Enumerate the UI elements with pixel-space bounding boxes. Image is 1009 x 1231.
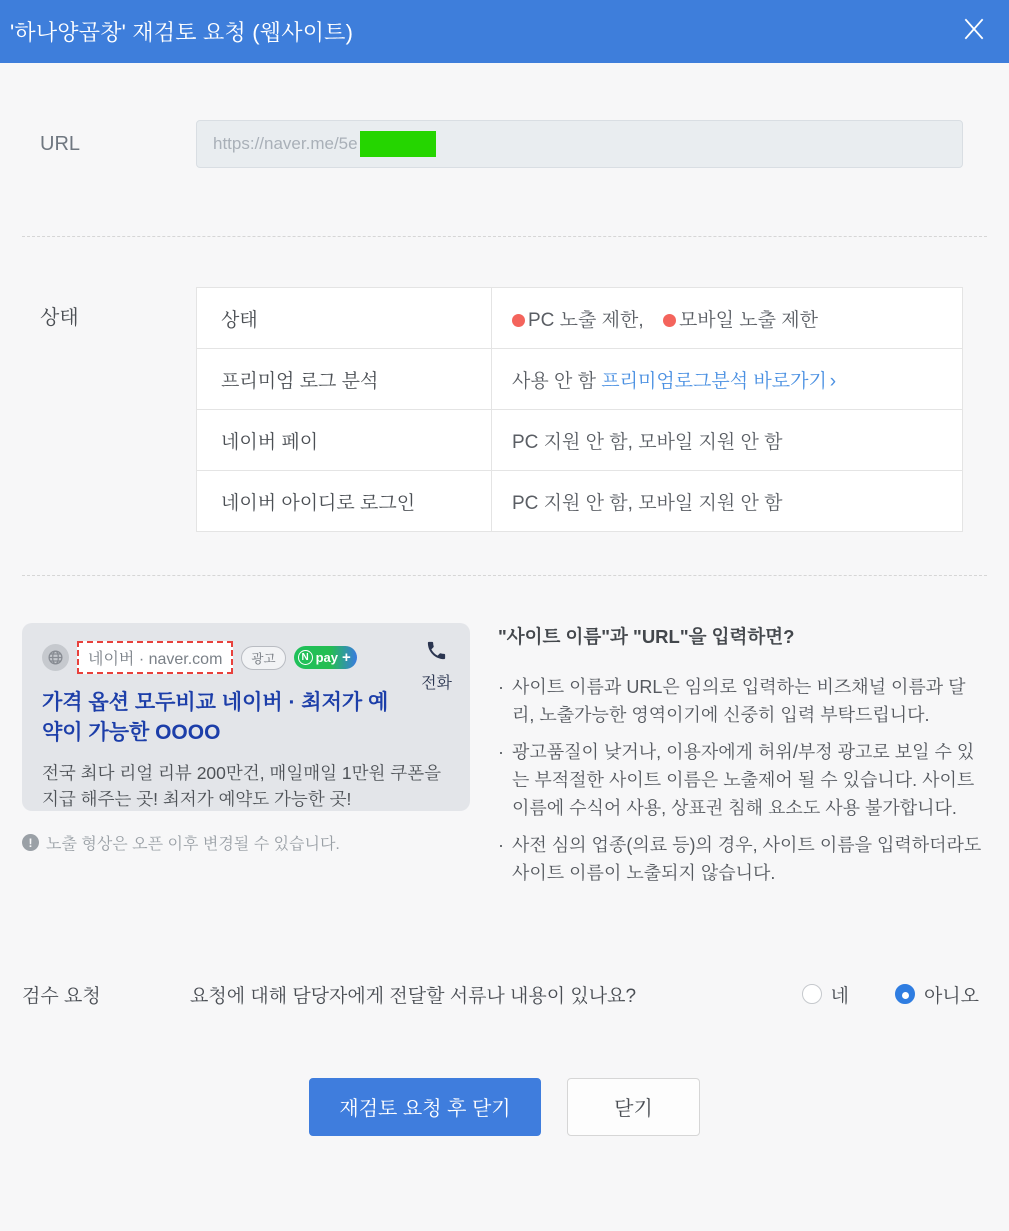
table-row-naver-pay <box>197 410 963 471</box>
table-row-status <box>197 288 963 349</box>
ad-top-row <box>42 641 450 674</box>
dialog-header <box>0 0 1009 63</box>
url-label: URL <box>40 132 81 155</box>
row-value <box>492 288 963 349</box>
premium-log-status: 사용 안 함 <box>512 370 596 392</box>
globe-icon <box>42 644 69 671</box>
ad-title[interactable]: 가격 옵션 모두비교 네이버 · 최저가 예약이 가능한 OOOO <box>42 691 389 744</box>
info-bullet: · 사이트 이름과 URL은 임의로 입력하는 비즈채널 이름과 달리, 노출가능한 영역이기에 신중히 입력 부탁드립니다. <box>498 673 985 729</box>
info-bullet: · 광고품질이 낮거나, 이용자에게 허위/부정 광고로 보일 수 있는 부적절한 사이트 이름은 노출제어 될 수 있습니다. 사이트이름에 수식어 사용, 상표권 침해 요소도 사용 불가합니다. <box>498 738 985 822</box>
info-heading: "사이트 이름"과 "URL"을 입력하면? <box>498 626 795 647</box>
resubmit-and-close-button[interactable]: 재검토 요청 후 닫기 <box>309 1078 541 1136</box>
separator <box>22 236 987 237</box>
ad-notice-text: 노출 형상은 오픈 이후 변경될 수 있습니다. <box>46 836 340 853</box>
ad-description: 전국 최다 리얼 리뷰 200만건, 매일매일 1만원 쿠폰을 지급 해주는 곳! 최저가 예약도 가능한 곳! <box>42 762 442 809</box>
status-section-label: 상태 <box>40 307 79 329</box>
radio-option-no[interactable]: 아니오 <box>895 981 979 1008</box>
radio-icon <box>802 984 822 1004</box>
call-label: 전화 <box>421 675 452 692</box>
info-bullet: · 사전 심의 업종(의료 등)의 경우, 사이트 이름을 입력하더라도 사이트 이름이 노출되지 않습니다. <box>498 831 985 887</box>
ad-preview-column <box>22 623 470 897</box>
info-bullet-list <box>498 673 985 888</box>
red-dot-icon <box>663 314 676 327</box>
row-value: PC 지원 안 함, 모바일 지원 안 함 <box>492 471 963 532</box>
premium-log-link[interactable]: 프리미엄로그분석 바로가기 <box>601 370 827 392</box>
bullet-icon: · <box>498 742 504 763</box>
url-value: https://naver.me/5e <box>213 134 358 153</box>
ad-site-name: 네이버 · naver.com <box>77 641 233 674</box>
npay-n-icon: N <box>298 650 313 665</box>
review-request-question: 요청에 대해 담당자에게 전달할 서류나 내용이 있나요? <box>190 985 637 1007</box>
row-label: 상태 <box>197 288 492 349</box>
row-label: 네이버 아이디로 로그인 <box>197 471 492 532</box>
close-button[interactable] <box>957 15 991 49</box>
review-request-row <box>22 981 979 1008</box>
plus-icon: + <box>341 648 351 666</box>
row-label: 프리미엄 로그 분석 <box>197 349 492 410</box>
ad-badge: 광고 <box>241 646 285 670</box>
close-dialog-button[interactable]: 닫기 <box>567 1078 700 1136</box>
bullet-icon: · <box>498 835 504 856</box>
phone-icon <box>425 649 448 666</box>
mobile-status: 모바일 노출 제한 <box>663 310 818 331</box>
npay-badge: N pay + <box>294 646 357 669</box>
pc-status: PC 노출 제한, <box>512 310 644 331</box>
table-row-premium-log <box>197 349 963 410</box>
bullet-icon: · <box>498 677 504 697</box>
red-dot-icon <box>512 314 525 327</box>
dialog-title: '하나양곱창' 재검토 요청 (웹사이트) <box>10 20 354 45</box>
row-value <box>492 349 963 410</box>
row-label: 네이버 페이 <box>197 410 492 471</box>
info-panel <box>498 623 985 897</box>
radio-icon <box>895 984 915 1004</box>
separator <box>22 575 987 576</box>
row-value: PC 지원 안 함, 모바일 지원 안 함 <box>492 410 963 471</box>
call-block[interactable] <box>421 639 452 693</box>
ad-preview-card <box>22 623 470 811</box>
status-section <box>40 287 963 532</box>
lower-content <box>22 623 985 897</box>
radio-group <box>802 981 979 1008</box>
url-row <box>40 120 963 168</box>
review-request-label: 검수 요청 <box>22 985 101 1007</box>
url-input[interactable] <box>196 120 963 168</box>
exclamation-icon: ! <box>22 834 39 851</box>
status-table <box>196 287 963 532</box>
table-row-naver-login <box>197 471 963 532</box>
ad-notice <box>22 831 470 854</box>
close-icon <box>961 16 987 47</box>
footer-buttons <box>0 1078 1009 1136</box>
chevron-right-icon: › <box>829 370 837 392</box>
url-redaction-block <box>360 131 436 157</box>
radio-option-yes[interactable]: 네 <box>802 981 849 1008</box>
